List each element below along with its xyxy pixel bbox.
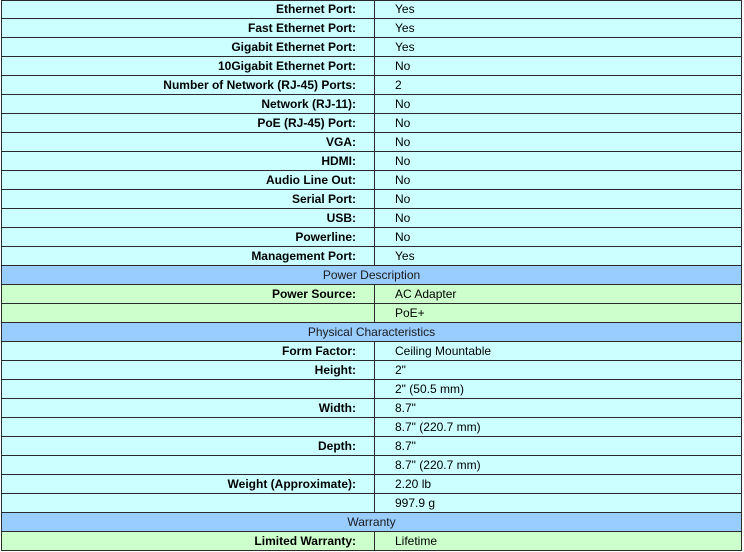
spec-row-depth-metric bbox=[2, 456, 742, 475]
spec-value: Yes bbox=[375, 1, 742, 19]
spec-value: No bbox=[375, 190, 742, 209]
section-title: Physical Characteristics bbox=[2, 323, 742, 342]
spec-row-management-port bbox=[2, 247, 742, 266]
spec-row-usb bbox=[2, 209, 742, 228]
spec-row-height-metric bbox=[2, 380, 742, 399]
spec-row-height bbox=[2, 361, 742, 380]
spec-value: 8.7" bbox=[375, 399, 742, 418]
spec-value: 2 bbox=[375, 76, 742, 95]
spec-row-serial-port bbox=[2, 190, 742, 209]
spec-label bbox=[2, 380, 375, 399]
spec-value: No bbox=[375, 152, 742, 171]
spec-row-poe-port bbox=[2, 114, 742, 133]
spec-row-audio-line-out bbox=[2, 171, 742, 190]
spec-row-vga bbox=[2, 133, 742, 152]
spec-value: No bbox=[375, 95, 742, 114]
spec-row-weight bbox=[2, 475, 742, 494]
spec-row-10gigabit-ethernet-port bbox=[2, 57, 742, 76]
spec-row-gigabit-ethernet-port bbox=[2, 38, 742, 57]
spec-row-powerline bbox=[2, 228, 742, 247]
spec-row-power-source bbox=[2, 285, 742, 304]
spec-value: Yes bbox=[375, 247, 742, 266]
spec-row-width bbox=[2, 399, 742, 418]
spec-label: Width: bbox=[2, 399, 375, 418]
spec-value: 8.7" (220.7 mm) bbox=[375, 456, 742, 475]
spec-value: AC Adapter bbox=[375, 285, 742, 304]
section-header-warranty bbox=[2, 513, 742, 532]
spec-label: Number of Network (RJ-45) Ports: bbox=[2, 76, 375, 95]
spec-label: Fast Ethernet Port: bbox=[2, 19, 375, 38]
spec-label: Serial Port: bbox=[2, 190, 375, 209]
spec-row-hdmi bbox=[2, 152, 742, 171]
spec-value: No bbox=[375, 209, 742, 228]
spec-row-network-rj11 bbox=[2, 95, 742, 114]
spec-label: Gigabit Ethernet Port: bbox=[2, 38, 375, 57]
spec-value: PoE+ bbox=[375, 304, 742, 323]
spec-value: 997.9 g bbox=[375, 494, 742, 513]
spec-value: 2" bbox=[375, 361, 742, 380]
spec-label: Powerline: bbox=[2, 228, 375, 247]
spec-value: No bbox=[375, 171, 742, 190]
spec-value: 8.7" (220.7 mm) bbox=[375, 418, 742, 437]
spec-row-width-metric bbox=[2, 418, 742, 437]
spec-value: No bbox=[375, 57, 742, 76]
spec-label: Network (RJ-11): bbox=[2, 95, 375, 114]
spec-value: No bbox=[375, 228, 742, 247]
spec-label: Weight (Approximate): bbox=[2, 475, 375, 494]
spec-label: Height: bbox=[2, 361, 375, 380]
spec-value: No bbox=[375, 114, 742, 133]
section-title: Warranty bbox=[2, 513, 742, 532]
spec-label: HDMI: bbox=[2, 152, 375, 171]
spec-row-ethernet-port bbox=[2, 1, 742, 19]
spec-value: Lifetime bbox=[375, 532, 742, 551]
spec-row-depth bbox=[2, 437, 742, 456]
spec-row-network-ports-count bbox=[2, 76, 742, 95]
spec-label: VGA: bbox=[2, 133, 375, 152]
spec-label bbox=[2, 494, 375, 513]
spec-value: Ceiling Mountable bbox=[375, 342, 742, 361]
spec-label: Form Factor: bbox=[2, 342, 375, 361]
spec-label bbox=[2, 418, 375, 437]
spec-value: No bbox=[375, 133, 742, 152]
spec-label: PoE (RJ-45) Port: bbox=[2, 114, 375, 133]
spec-label: Ethernet Port: bbox=[2, 1, 375, 19]
spec-label: Management Port: bbox=[2, 247, 375, 266]
spec-value: 2" (50.5 mm) bbox=[375, 380, 742, 399]
spec-value: 2.20 lb bbox=[375, 475, 742, 494]
spec-row-fast-ethernet-port bbox=[2, 19, 742, 38]
spec-label: USB: bbox=[2, 209, 375, 228]
section-title: Power Description bbox=[2, 266, 742, 285]
spec-value: Yes bbox=[375, 19, 742, 38]
spec-label: Audio Line Out: bbox=[2, 171, 375, 190]
section-header-power bbox=[2, 266, 742, 285]
spec-row-limited-warranty bbox=[2, 532, 742, 551]
spec-label: 10Gigabit Ethernet Port: bbox=[2, 57, 375, 76]
spec-row-form-factor bbox=[2, 342, 742, 361]
spec-value: 8.7" bbox=[375, 437, 742, 456]
spec-row-power-source-2 bbox=[2, 304, 742, 323]
spec-value: Yes bbox=[375, 38, 742, 57]
spec-table bbox=[1, 0, 742, 551]
section-header-physical bbox=[2, 323, 742, 342]
spec-row-weight-metric bbox=[2, 494, 742, 513]
spec-label bbox=[2, 456, 375, 475]
spec-label bbox=[2, 304, 375, 323]
spec-label: Limited Warranty: bbox=[2, 532, 375, 551]
spec-label: Depth: bbox=[2, 437, 375, 456]
spec-label: Power Source: bbox=[2, 285, 375, 304]
